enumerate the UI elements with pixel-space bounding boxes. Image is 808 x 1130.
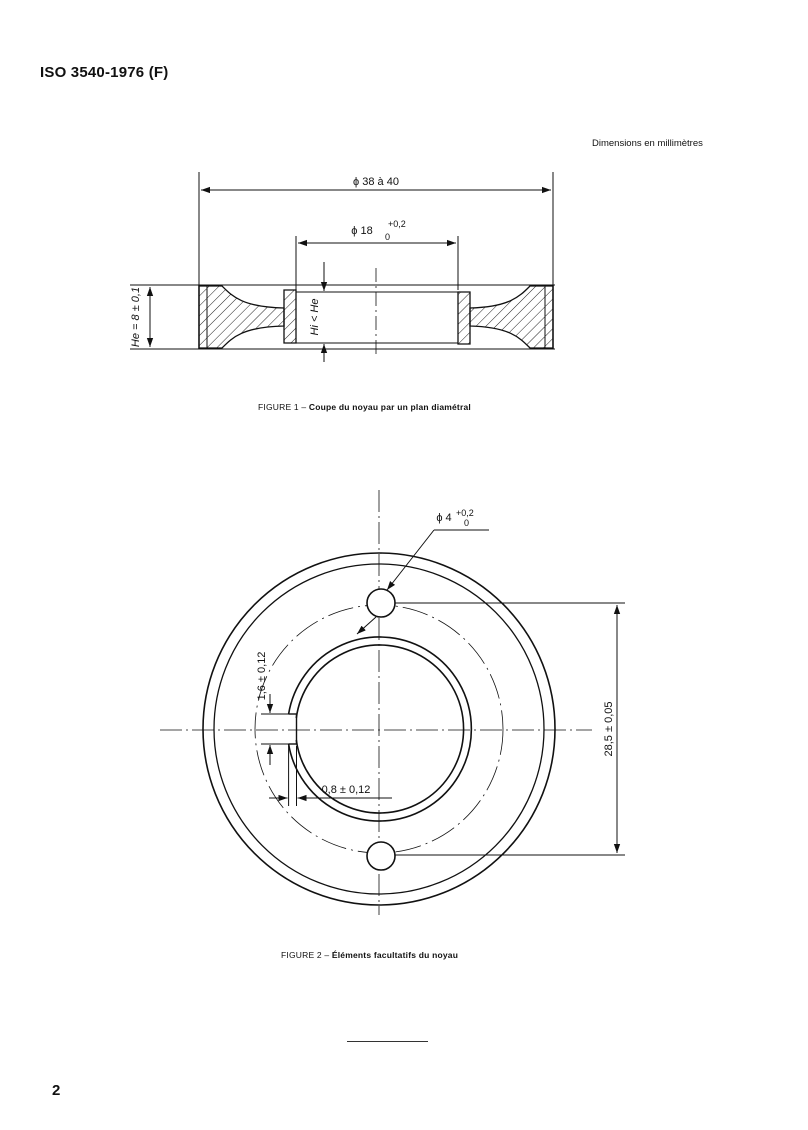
figure1-caption-prefix: FIGURE 1 – [258,402,307,412]
fig2-hole-dim-label: ϕ 4 [436,512,452,524]
fig2-slot-height-label: 1,6 ± 0,12 [256,651,268,701]
fig2-spacing-dim-label: 28,5 ± 0,05 [603,701,615,757]
figure1-caption [258,402,471,412]
document-id: ISO 3540-1976 (F) [40,64,169,81]
figure2-caption-title: Éléments facultatifs du noyau [331,950,459,960]
fig2-bore-outer [289,637,472,821]
fig2-hole-dim-tol-upper: +0,2 [456,508,474,518]
fig2-hole-dim-tol-lower: 0 [464,518,470,528]
fig1-left-section [199,286,284,348]
fig2-hole-top [367,589,395,617]
figure1-caption-title: Coupe du noyau par un plan diamétral [308,402,471,412]
units-note: Dimensions en millimètres [592,138,703,149]
footer-separator [347,1041,428,1042]
fig1-inner-dim-label: ϕ 18 [351,225,373,237]
fig2-slot-depth-label: 0,8 ± 0,12 [321,784,371,796]
fig1-inner-dim-tol-lower: 0 [385,232,391,242]
fig1-inner-height-label: Hi < He [309,298,321,336]
figure2-caption [281,950,458,960]
fig1-height-dim-label: He = 8 ± 0,1 [130,286,142,348]
page-number: 2 [52,1082,61,1099]
fig1-outer-dim-label: ϕ 38 à 40 [353,176,399,188]
figure2-caption-prefix: FIGURE 2 – [281,950,330,960]
fig1-right-section [470,286,553,348]
fig2-hole-bottom [367,842,395,870]
figure2-drawing [160,490,625,915]
figure1-drawing [130,172,555,362]
fig1-inner-dim-tol-upper: +0,2 [388,219,406,229]
